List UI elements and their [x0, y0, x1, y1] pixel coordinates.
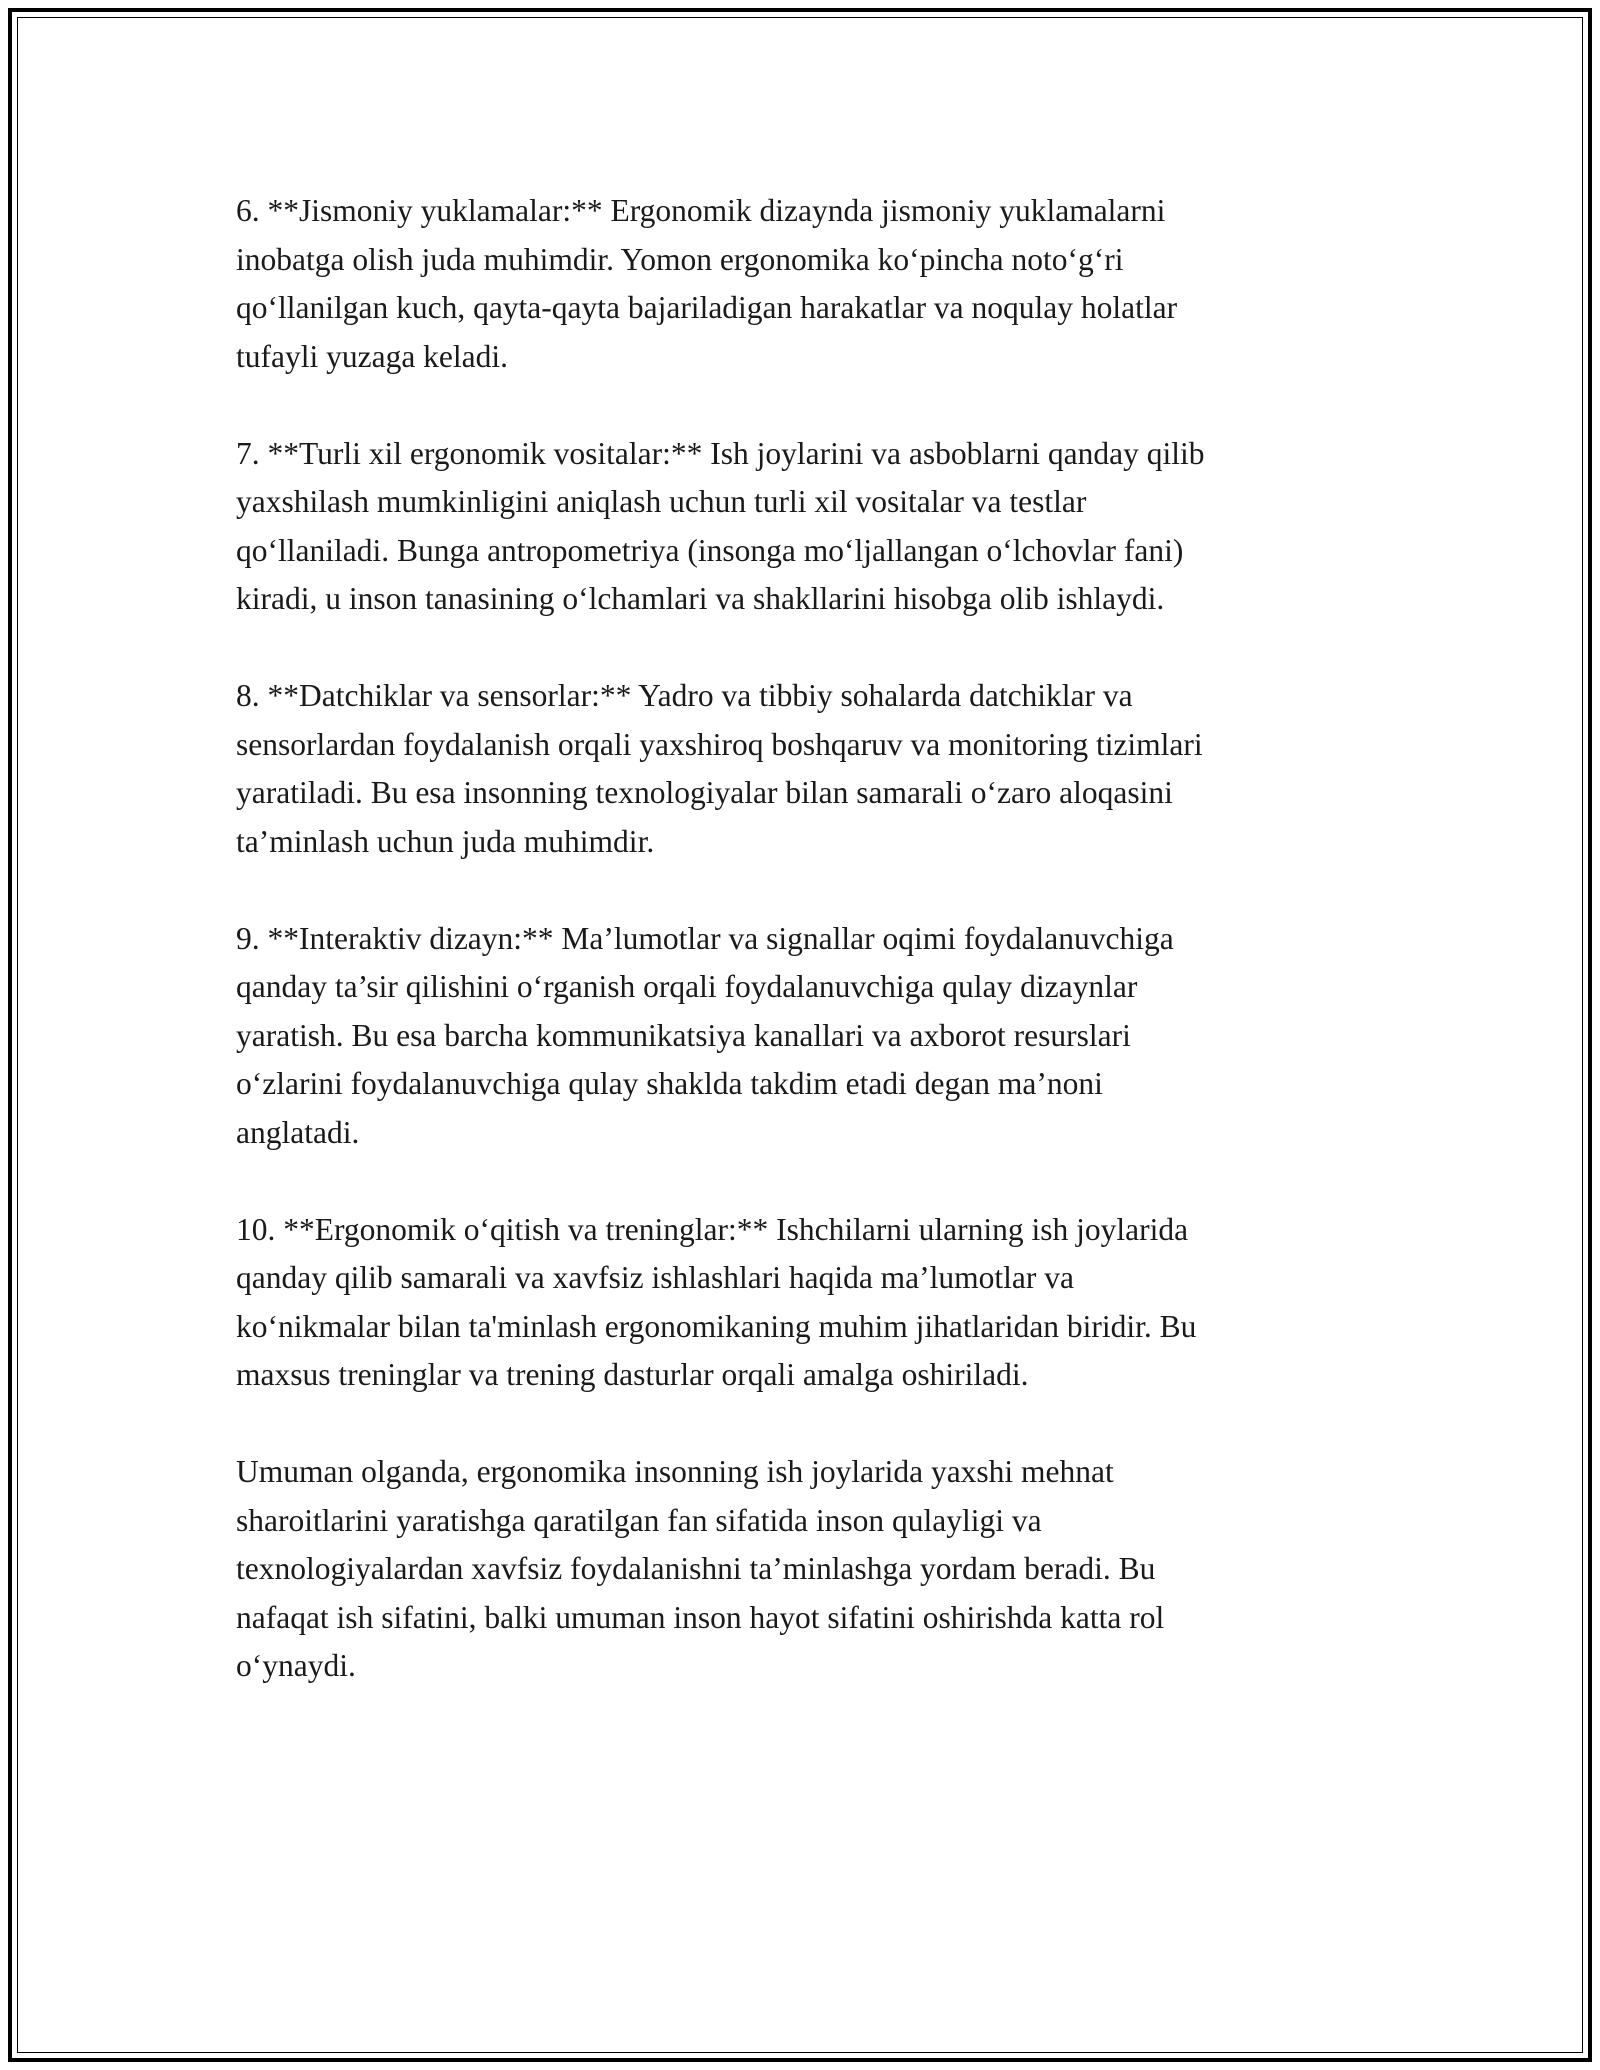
text-line: maxsus treninglar va trening dasturlar orqali amalga oshiriladi. — [236, 1357, 1029, 1392]
text-line: kiradi, u inson tanasining o‘lchamlari va shakllarini hisobga olib ishlaydi. — [236, 581, 1165, 616]
text-line: o‘zlarini foydalanuvchiga qulay shakldа takdim etadi degan ma’noni — [236, 1066, 1103, 1101]
text-line: yaratiladi. Bu esa insonning texnologiyalar bilan samarali o‘zaro aloqasini — [236, 775, 1173, 810]
text-line: 7. **Turli xil ergonomik vositalar:** Ish joylarini va asboblarni qanday qilib — [236, 435, 1205, 471]
text-line: qo‘llaniladi. Bunga antropometriya (insonga mo‘ljallangan o‘lchovlar fani) — [236, 532, 1184, 568]
text-line: qanday ta’sir qilishini o‘rganish orqali foydalanuvchiga qulay dizaynlar — [236, 969, 1138, 1004]
text-line: 10. **Ergonomik o‘qitish va treninglar:** Ishchilarni ularning ish joylarida — [236, 1211, 1189, 1247]
text-line: sensorlardan foydalanish orqali yaxshiroq boshqaruv va monitoring tizimlari — [236, 726, 1203, 762]
document-body — [236, 187, 1386, 1739]
text-line: 9. **Interaktiv dizayn:** Ma’lumotlar va signallar oqimi foydalanuvchiga — [236, 920, 1174, 956]
text-line: texnologiyalardan xavfsiz foydalanishni ta’minlashga yordam beradi. Bu — [236, 1551, 1156, 1586]
text-line: tufayli yuzaga keladi. — [236, 338, 509, 374]
text-line: inobatga olish juda muhimdir. Yomon ergonomika ko‘pincha noto‘g‘ri — [236, 241, 1124, 277]
text-line: ta’minlash uchun juda muhimdir. — [236, 823, 655, 859]
text-line: nafaqat ish sifatini, balki umuman inson hayot sifatini oshirishda katta rol — [236, 1599, 1165, 1635]
paragraph-interactive-design — [236, 915, 1386, 1158]
paragraph-physical-loads — [236, 187, 1386, 381]
text-line: anglatadi. — [236, 1114, 360, 1150]
paragraph-training — [236, 1206, 1386, 1400]
text-line: sharoitlarini yaratishga qaratilgan fan sifatida inson qulayligi va — [236, 1502, 1042, 1538]
text-line: qo‘llanilgan kuch, qayta-qayta bajariladigan harakatlar va noqulay holatlar — [236, 290, 1178, 325]
text-line: yaxshilash mumkinligini aniqlash uchun turli xil vositalar va testlar — [236, 484, 1087, 519]
text-line: qanday qilib samarali va xavfsiz ishlashlari haqida ma’lumotlar va — [236, 1260, 1074, 1295]
text-line: Umuman olganda, ergonomika insonning ish joylarida yaxshi mehnat — [236, 1454, 1114, 1489]
text-line: yaratish. Bu esa barcha kommunikatsiya kanallari va axborot resurslari — [236, 1017, 1131, 1053]
paragraph-sensors — [236, 672, 1386, 866]
text-line: 8. **Datchiklar va sensorlar:** Yadro va tibbiy sohalarda datchiklar va — [236, 678, 1133, 713]
text-line: o‘ynaydi. — [236, 1648, 356, 1683]
paragraph-conclusion — [236, 1448, 1386, 1691]
text-line: ko‘nikmalar bilan ta'minlash ergonomikaning muhim jihatlaridan biridir. Bu — [236, 1308, 1197, 1344]
paragraph-ergonomic-tools — [236, 430, 1386, 624]
text-line: 6. **Jismoniy yuklamalar:** Ergonomik dizaynda jismoniy yuklamalarni — [236, 193, 1166, 228]
